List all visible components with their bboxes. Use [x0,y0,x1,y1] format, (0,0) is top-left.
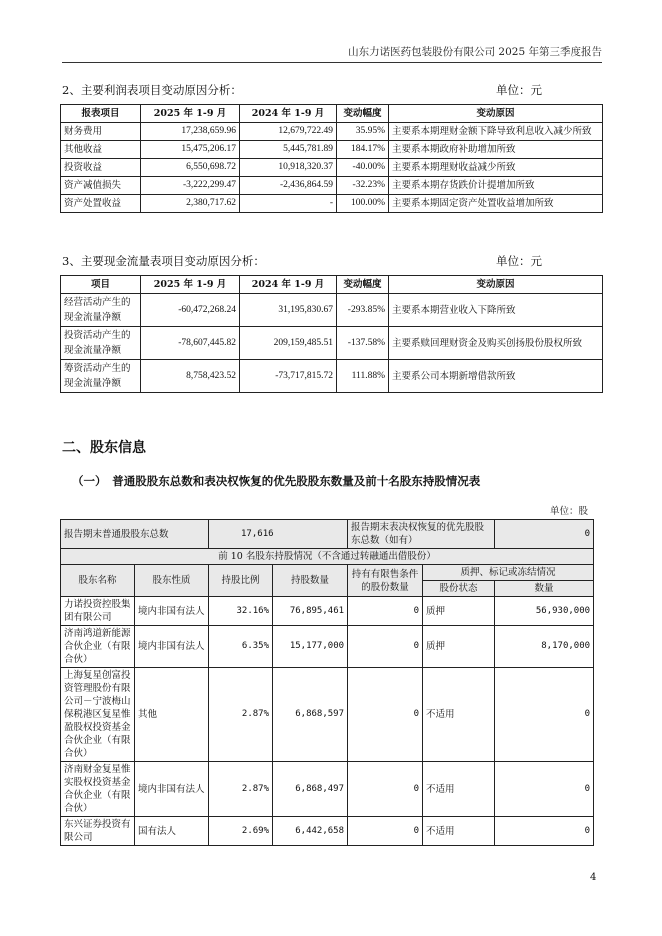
cashflow-cell-reason: 主要系公司本期新增借款所致 [389,360,603,393]
shareholder-quantity: 6,868,497 [273,762,348,817]
shareholder-total-row [61,520,594,549]
profit-col-item: 报表项目 [61,105,141,123]
subsection-title: （一） 普通股股东总数和表决权恢复的优先股股东数量及前十名股东持股情况表 [72,474,481,488]
total-shareholders-value: 17,616 [209,520,348,549]
profit-cell-change: 100.00% [337,195,389,213]
cashflow-cell-change: -137.58% [337,327,389,360]
table-row [61,141,603,159]
profit-cell-change: -32.23% [337,177,389,195]
col-pledge: 质押、标记或冻结情况 [423,565,594,581]
cashflow-cell-2025: -60,472,268.24 [141,294,240,327]
profit-col-2025: 2025 年 1-9 月 [141,105,240,123]
shareholder-nature: 境内非国有法人 [135,626,209,668]
cashflow-title: 3、主要现金流量表项目变动原因分析： [62,254,265,268]
profit-unit: 单位：元 [496,83,542,97]
shareholder-name: 东兴证券投资有限公司 [61,817,135,846]
shareholder-quantity: 15,177,000 [273,626,348,668]
table-row [61,294,603,327]
shareholder-name: 济南财金复星惟实股权投资基金合伙企业（有限合伙） [61,762,135,817]
total-shareholders-label: 报告期末普通股股东总数 [61,520,209,549]
profit-cell-2025: 15,475,206.17 [141,141,240,159]
profit-cell-reason: 主要系本期理财金额下降导致利息收入减少所致 [389,123,603,141]
profit-section-title [62,82,602,98]
page-number: 4 [590,872,597,883]
profit-cell-item: 投资收益 [61,159,141,177]
table-row [61,597,594,626]
profit-cell-2025: 6,550,698.72 [141,159,240,177]
profit-cell-2025: 17,238,659.96 [141,123,240,141]
header-rule [62,62,602,63]
shareholder-amount: 0 [495,817,594,846]
shareholder-unit: 单位：股 [549,506,588,517]
cashflow-unit: 单位：元 [496,254,542,268]
shareholder-nature: 境内非国有法人 [135,597,209,626]
shareholder-amount: 56,930,000 [495,597,594,626]
profit-cell-change: 184.17% [337,141,389,159]
shareholder-ratio: 2.69% [209,817,273,846]
shareholder-nature: 境内非国有法人 [135,762,209,817]
cashflow-cell-2025: 8,758,423.52 [141,360,240,393]
profit-title: 2、主要利润表项目变动原因分析： [62,83,242,97]
cashflow-col-2024: 2024 年 1-9 月 [240,276,337,294]
profit-cell-reason: 主要系本期固定资产处置收益增加所致 [389,195,603,213]
cashflow-col-reason: 变动原因 [389,276,603,294]
page-header: 山东力诺医药包装股份有限公司 2025 年第三季度报告 [348,46,602,58]
shareholder-status: 不适用 [423,817,495,846]
profit-cell-2025: -3,222,299.47 [141,177,240,195]
cashflow-cell-2024: 31,195,830.67 [240,294,337,327]
top10-title: 前 10 名股东持股情况（不含通过转融通出借股份） [61,549,594,565]
profit-cell-2024: 12,679,722.49 [240,123,337,141]
table-row [61,762,594,817]
profit-cell-reason: 主要系本期存货跌价计提增加所致 [389,177,603,195]
profit-cell-2024: -2,436,864.59 [240,177,337,195]
profit-cell-change: 35.95% [337,123,389,141]
shareholder-nature: 国有法人 [135,817,209,846]
cashflow-col-item: 项目 [61,276,141,294]
cashflow-cell-2025: -78,607,445.82 [141,327,240,360]
shareholder-restricted: 0 [348,817,423,846]
shareholder-status: 质押 [423,626,495,668]
shareholder-quantity: 6,442,658 [273,817,348,846]
cashflow-cell-item: 经营活动产生的现金流量净额 [61,294,141,327]
table-row [61,360,603,393]
cashflow-header-row [61,276,603,294]
shareholder-header-row [61,565,594,581]
shareholder-restricted: 0 [348,762,423,817]
shareholder-nature: 其他 [135,668,209,762]
shareholder-name: 上海复星创富投资管理股份有限公司－宁波梅山保税港区复星惟盈股权投资基金合伙企业（有限合伙） [61,668,135,762]
profit-table [60,104,603,213]
cashflow-col-change: 变动幅度 [337,276,389,294]
shareholder-ratio: 2.87% [209,762,273,817]
profit-cell-reason: 主要系本期政府补助增加所致 [389,141,603,159]
shareholder-table [60,519,594,846]
profit-cell-change: -40.00% [337,159,389,177]
shareholder-restricted: 0 [348,668,423,762]
shareholder-status: 不适用 [423,762,495,817]
cashflow-table [60,275,603,393]
profit-cell-2024: 5,445,781.89 [240,141,337,159]
shareholder-restricted: 0 [348,626,423,668]
profit-cell-item: 资产处置收益 [61,195,141,213]
section-title: 二、股东信息 [62,440,146,456]
shareholder-name: 济南鸿道新能源合伙企业（有限合伙） [61,626,135,668]
shareholder-status: 不适用 [423,668,495,762]
cashflow-cell-change: 111.88% [337,360,389,393]
cashflow-cell-change: -293.85% [337,294,389,327]
shareholder-restricted: 0 [348,597,423,626]
cashflow-section-title [62,253,602,269]
profit-header-row [61,105,603,123]
shareholder-amount: 0 [495,668,594,762]
preferred-shareholders-label: 报告期末表决权恢复的优先股股东总数（如有） [348,520,495,549]
shareholder-quantity: 6,868,597 [273,668,348,762]
shareholder-ratio: 2.87% [209,668,273,762]
col-name: 股东名称 [61,565,135,597]
col-amount: 数量 [495,581,594,597]
cashflow-cell-item: 投资活动产生的现金流量净额 [61,327,141,360]
top10-title-row [61,549,594,565]
table-row [61,327,603,360]
profit-cell-item: 其他收益 [61,141,141,159]
col-restricted: 持有有限售条件的股份数量 [348,565,423,597]
profit-cell-2024: 10,918,320.37 [240,159,337,177]
cashflow-cell-reason: 主要系本期营业收入下降所致 [389,294,603,327]
shareholder-name: 力诺投资控股集团有限公司 [61,597,135,626]
col-quantity: 持股数量 [273,565,348,597]
cashflow-cell-reason: 主要系赎回理财资金及购买创扬股份股权所致 [389,327,603,360]
shareholder-amount: 0 [495,762,594,817]
cashflow-cell-2024: 209,159,485.51 [240,327,337,360]
table-row [61,177,603,195]
profit-cell-item: 财务费用 [61,123,141,141]
profit-cell-2025: 2,380,717.62 [141,195,240,213]
table-row [61,817,594,846]
profit-cell-item: 资产减值损失 [61,177,141,195]
table-row [61,195,603,213]
table-row [61,668,594,762]
profit-cell-2024: - [240,195,337,213]
shareholder-ratio: 6.35% [209,626,273,668]
shareholder-status: 质押 [423,597,495,626]
profit-col-2024: 2024 年 1-9 月 [240,105,337,123]
cashflow-cell-item: 筹资活动产生的现金流量净额 [61,360,141,393]
col-ratio: 持股比例 [209,565,273,597]
col-nature: 股东性质 [135,565,209,597]
cashflow-col-2025: 2025 年 1-9 月 [141,276,240,294]
table-row [61,626,594,668]
shareholder-quantity: 76,895,461 [273,597,348,626]
preferred-shareholders-value: 0 [495,520,594,549]
cashflow-cell-2024: -73,717,815.72 [240,360,337,393]
profit-col-reason: 变动原因 [389,105,603,123]
table-row [61,123,603,141]
table-row [61,159,603,177]
shareholder-ratio: 32.16% [209,597,273,626]
col-status: 股份状态 [423,581,495,597]
shareholder-amount: 8,170,000 [495,626,594,668]
profit-cell-reason: 主要系本期理财收益减少所致 [389,159,603,177]
profit-col-change: 变动幅度 [337,105,389,123]
